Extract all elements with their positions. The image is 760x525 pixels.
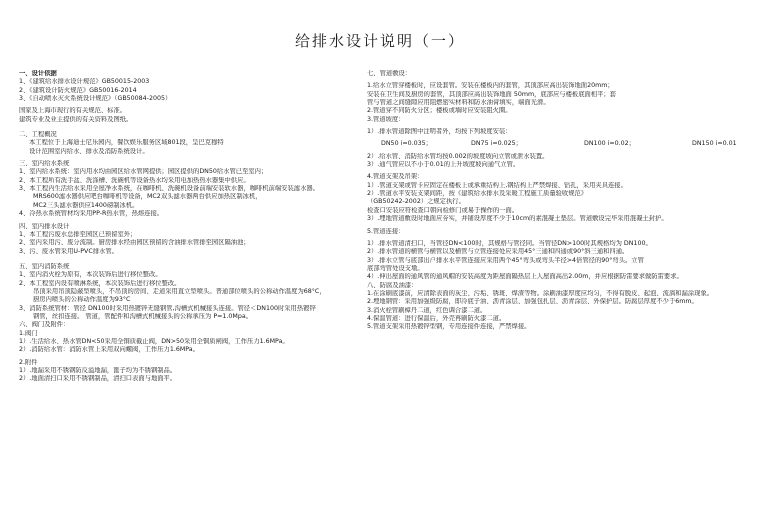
text-line: 2）.地面清扫口采用不锈钢制品，清扫口表面与地面平。: [19, 375, 177, 383]
text-line: 4.保温管道：进行保温后，外壳再刷防火漆二道。: [367, 314, 506, 322]
text-line: 本工程位于上海迪士尼乐园内，餐饮娱乐服务区域801段，呈巴克穆特: [29, 139, 224, 147]
text-line: 1、本工程污废水总排至园区已预留室外；: [19, 230, 137, 238]
text-line: 3.管道坡度：: [367, 115, 405, 123]
text-line: 2.埋地钢管：采用加强级防腐，即冷底子油、沥青涂层、加强包扎层、沥青涂层、外保护层。防腐层厚度不少于6mm。: [367, 298, 698, 306]
text-line: 三、室内给水系统: [19, 160, 70, 168]
text-line: 2）.排水管道的横管与横管以及横管与立管连接处应采用45°三通和四通或90°斜三通和四通。: [367, 248, 629, 256]
text-line: 4.管道支架及吊架：: [367, 173, 424, 181]
page-title: 给排水设计说明（一）: [294, 32, 465, 50]
text-line: 2）.管道水平安装支架间距，按《建筑给水排水及采暖工程施工质量验收规范》: [367, 190, 588, 198]
slope-dn100: DN100 i=0.02；: [584, 140, 635, 148]
left-column: [19, 70, 364, 384]
text-line: 3、污、废水管采用U-PVC排水管。: [19, 247, 118, 255]
text-line: 1）.管道支架或管卡应固定在楼板上或承重结构上,钢结构上严禁焊接、钻孔，采用夹具连接。: [367, 181, 627, 189]
text-line: 2.附件: [19, 358, 38, 366]
text-line: 二、工程概况: [19, 131, 57, 139]
text-line: 3）.排水立管与底部出户排水水平管连接应采用两个45°弯头或弯头半径>4倍管径的90°弯头。立管: [367, 256, 644, 264]
text-line: （GB50242-2002）之规定执行。: [367, 198, 465, 206]
text-line: 4）.伸出屋面的通风管的通风帽的安装高度为距屋面隔热层上人屋面高出2.00m，并应根据防雷要求做防雷要求。: [367, 273, 683, 281]
text-line: 2、室内采用污、废分流制。厨房排水经由园区预留的含油排水管排至园区隔油池；: [19, 239, 250, 247]
text-line: MRS600滤水器供应吧台咖啡机等设备，MC2双头滤水器两台供应加热区制冰机，: [33, 193, 262, 201]
right-section-b: [367, 153, 757, 332]
text-line: 安装在卫生间及厨房的套管，其顶部应高出装饰地面 50mm，底部应与楼板底面相平；套: [367, 90, 616, 98]
text-line: 4、冷热水系统管材均采用PP-R热水管，热熔连接。: [19, 210, 164, 218]
text-line: 2）.给水管、消防给水管均按0.002的坡度坡向立管或泄水装置。: [367, 152, 549, 160]
right-section-a: [367, 70, 757, 140]
slope-dn75: DN75 i=0.025；: [471, 140, 522, 148]
text-line: 吊顶采用吊顶隐蔽型喷头，不吊顶的房间、走道采用直立型喷头。普通部位喷头的公称动作温度为68°C，: [33, 287, 326, 295]
slope-dn150: DN150 i=0.01: [692, 140, 737, 148]
text-line: 六、阀门及附件：: [19, 321, 70, 329]
text-line: 厨房内喷头的公称动作温度为93°C: [33, 296, 131, 304]
text-line: 设计范围室内给水、排水及消防系统设计。: [29, 147, 149, 155]
slope-table: [367, 140, 757, 148]
text-line: 2.管道穿不同防火分区；楼板或墙时应安装阻火圈。: [367, 107, 512, 115]
text-line: 四、室内排水设计: [19, 222, 70, 230]
text-line: 1、室内消火栓为原有，本次装饰后进行移位整改。: [19, 271, 162, 279]
text-line: 5.管道支架采用热镀锌型钢，专用连接件连接，严禁焊接。: [367, 323, 531, 331]
text-line: 五、室内消防系统: [19, 262, 70, 270]
text-line: 1.给水立管穿楼板时，应设套管。安装在楼板内的套管，其顶部应高出装饰地面20mm；: [367, 82, 614, 90]
text-line: 3、消防系统管材：管径 DN100时采用热镀锌无缝钢管,沟槽式机械接头连接。管径＜DN100时采用热镀锌: [19, 304, 316, 312]
text-line: 1、《建筑给水排水设计规范》GB50015-2003: [19, 78, 150, 86]
text-line: 2、本工程室内设有喷淋系统，本次装饰后进行移位整改。: [19, 279, 181, 287]
text-line: 钢管，丝扣连接。 管道，管配件和沟槽式机械接头的公称承压为 P=1.0Mpa。: [33, 312, 252, 320]
text-line: 八、防腐及油漆：: [367, 281, 418, 289]
text-line: 管与管道之间缝隙应用阻燃密实材料和防水油膏填实，端面光滑。: [367, 99, 550, 107]
text-line: 1、室内给水系统：室内用水均由园区给水管网提供；园区提供的DN50给水管已至室内；: [19, 168, 268, 176]
text-line: 2、本工程所有洗手盆、洗涤槽、洗碗机等设备热水均采用电加热热水器集中供应。: [19, 176, 250, 184]
text-line: MC2三头滤水器供应1400磅制冰机。: [33, 201, 139, 209]
text-line: 3）.通气管应以不小于0.01的上升坡度坡向通气立管。: [367, 161, 520, 169]
text-line: 2、《建筑设计防火规范》GB50016-2014: [19, 86, 137, 94]
text-line: 3、《自动喷水灭火系统设计规范》（GB50084-2005）: [19, 95, 172, 103]
text-line: 3、本工程内生活给水采用全屋净水系统，在咖啡机、洗碗机设备前端安装软水器，咖啡机前端安装滤水器。: [19, 185, 319, 193]
text-line: 底部弯管处设支墩。: [367, 264, 424, 272]
text-line: 1）.地漏采用不锈钢防反溢地漏，篦子均为不锈钢制品。: [19, 367, 177, 374]
text-line: 检查口安装应符检查口朝向检修门或易于操作的一面。: [367, 206, 519, 214]
text-line: 1.阀门: [19, 329, 38, 337]
text-line: 1）.排水管道清扫口，当管径DN<100时，其规格与管径同。当管径DN>100时其规格均为 DN100。: [367, 239, 652, 247]
text-line: 3）.埋地管道敷设时地面应夯实，并铺设厚度不少于10cm的素混凝土垫层。管道敷设完毕采用混凝土封护。: [367, 215, 668, 223]
text-line: 3.消火栓管刷樟丹二道，红色调合漆二道。: [367, 306, 487, 314]
text-line: 一、设计依据: [19, 70, 57, 77]
text-line: 七、管道敷设：: [367, 70, 412, 77]
text-line: 1）.排水管道除图中注明者外，均按下列坡度安装：: [367, 128, 512, 136]
text-line: 建筑专业及业主提供的有关资料及图纸。: [19, 115, 133, 123]
text-line: 5.管道连接：: [367, 227, 405, 235]
right-column: [367, 70, 757, 332]
text-line: 1.在涂刷底漆前，应清除表面的灰尘、污垢、锈斑、焊渣等物。涂刷油漆厚度应均匀，不得有脱皮、起泡、流淌和漏涂现象。: [367, 289, 714, 297]
slope-dn50: DN50 i=0.035；: [381, 140, 432, 148]
text-line: 1）.生活给水、热水管DN<50采用全铜质截止阀，DN>50采用全铜质闸阀，工作压力1.6MPa。: [19, 337, 289, 345]
text-line: 2）.消防给水管：消防水管上采用双向螺阀，工作压力1.6MPa。: [19, 346, 199, 354]
text-line: 国家及上海市现行的有关规范、标准。: [19, 107, 127, 115]
